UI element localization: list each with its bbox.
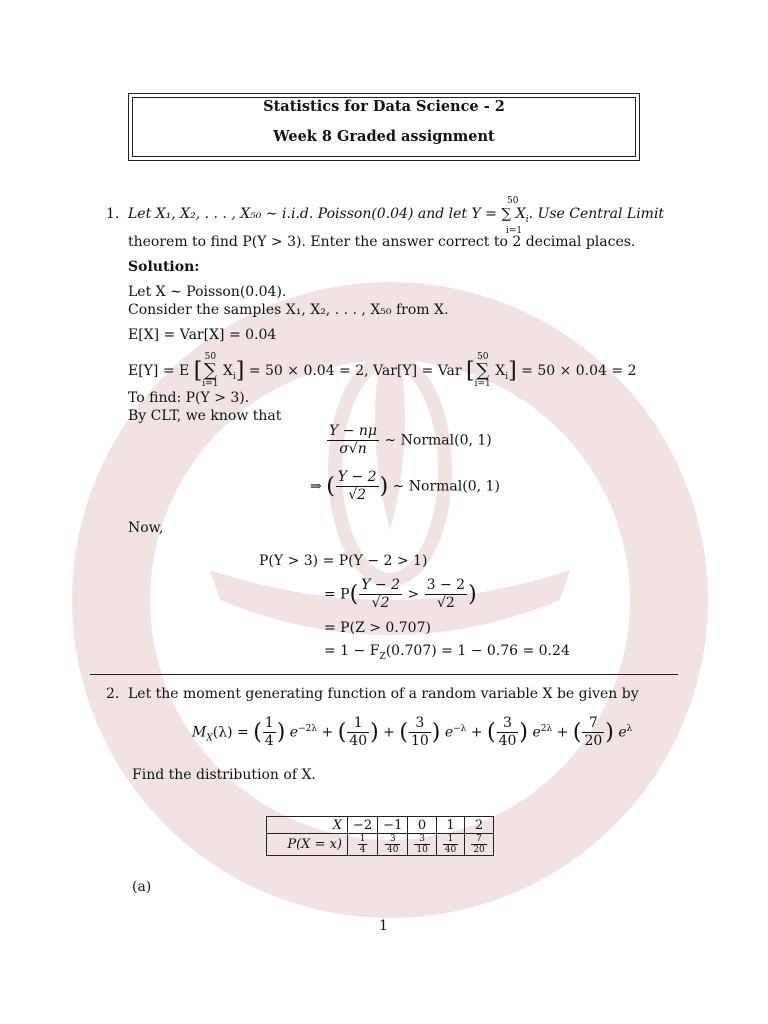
- sum-lower-limit: i=1: [506, 226, 523, 236]
- section-divider: [90, 674, 678, 675]
- course-title: Statistics for Data Science - 2: [263, 98, 505, 115]
- q2-find: Find the distribution of X.: [132, 767, 316, 783]
- table-row: [267, 834, 494, 856]
- title-box: [128, 93, 640, 161]
- q1-statement-line1: Let X₁, X₂, . . . , X₅₀ ∼ i.i.d. Poisson(0.04) and let Y = ∑ $X_i$. Use Central Limit: [128, 206, 665, 225]
- table-cell: $\frac{3}{10}$: [408, 834, 436, 856]
- table-row: [267, 817, 494, 834]
- assignment-title: Week 8 Graded assignment: [273, 128, 495, 145]
- table-cell: $\frac{1}{4}$: [348, 834, 378, 856]
- solution-line: Consider the samples X₁, X₂, . . . , X₅₀ from X.: [128, 302, 449, 318]
- option-a: (a): [132, 879, 152, 895]
- solution-line: E[X] = Var[X] = 0.04: [128, 327, 277, 343]
- calc-line-3: = P(Z > 0.707): [324, 620, 431, 636]
- q1-number: 1.: [106, 206, 120, 222]
- table-cell: −1: [378, 817, 408, 834]
- table-header-p: P(X = x): [267, 834, 348, 856]
- implication-formula: ⇒ ( $\frac{Y - 2}{√2}$ ) ∼ Normal(0, 1): [310, 469, 500, 503]
- table-cell: $\frac{1}{40}$: [436, 834, 464, 856]
- now-label: Now,: [128, 520, 164, 536]
- solution-label: Solution:: [128, 259, 200, 275]
- sum-upper-limit: 50: [507, 196, 519, 206]
- table-header-x: X: [267, 817, 348, 834]
- q1-statement-line2: theorem to find P(Y > 3). Enter the answer correct to 2 decimal places.: [128, 234, 636, 250]
- table-cell: 2: [465, 817, 493, 834]
- table-cell: −2: [348, 817, 378, 834]
- distribution-table: [266, 816, 494, 856]
- q2-number: 2.: [106, 686, 120, 702]
- to-find: To find: P(Y > 3).: [128, 390, 250, 406]
- by-clt: By CLT, we know that: [128, 408, 282, 424]
- table-cell: $\frac{3}{40}$: [378, 834, 408, 856]
- calc-line-2: = P( $\frac{Y - 2}{√2}$ > $\frac{3 - 2}{√2}$ ): [324, 577, 477, 611]
- calc-line-1: P(Y > 3) = P(Y − 2 > 1): [259, 553, 428, 569]
- table-cell: 0: [408, 817, 436, 834]
- clt-formula: $\frac{Y - n\mu}{\sigma√n}$ ∼ Normal(0, 1): [329, 423, 492, 457]
- mgf-formula: $M_X(\lambda)$ = ( $\frac{1}{4}$ ) $e^{-2\lambda}$ + ( $\frac{1}{40}$ ) + ( $\frac{3}{10}$ ) $e^{-\lambda}$ + ( $\frac{3}{40}$ ) $e^{2\lambda}$ + ( $\frac{7}{20}$ ) $e^\lambda$: [192, 715, 633, 749]
- expectation-line: E[Y] = E [50 ∑ i=1 $X_i] = 50 \times 0.04 = 2$, Var[Y] = Var [50 ∑ i=1 $X_i] = 50 \times 0.04 = 2$: [128, 352, 637, 389]
- calc-line-4: = $1 - F_Z(0.707) = 1 - 0.76 = 0.24$: [324, 643, 570, 662]
- table-cell: $\frac{7}{20}$: [465, 834, 493, 856]
- solution-line: Let X ∼ Poisson(0.04).: [128, 284, 287, 300]
- table-cell: 1: [436, 817, 464, 834]
- page-number: 1: [379, 918, 388, 934]
- q2-statement: Let the moment generating function of a random variable X be given by: [128, 686, 639, 702]
